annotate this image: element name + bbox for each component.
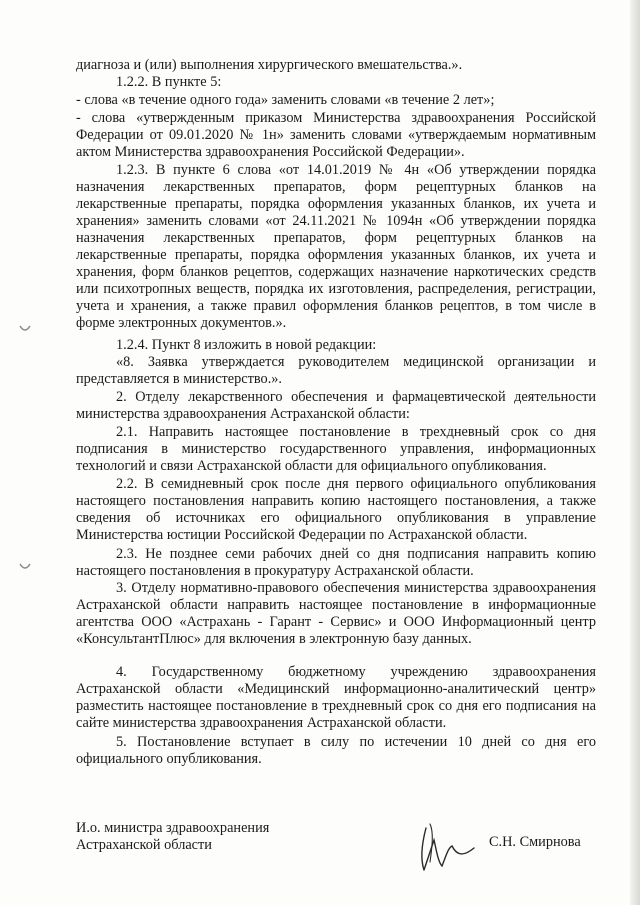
paragraph: - слова «утвержденным приказом Министерства здравоохранения Российской Федерации от 09.01.2020 № 1н» заменить словами «утверждаемым нормативным актом Министерства здравоохранения Российской Федерации».	[76, 110, 596, 160]
paragraph: 3. Отделу нормативно-правового обеспечения министерства здравоохранения Астраханской области направить настоящее постановление в информационные агентства ООО «Астрахань - Гарант - Сервис» и ООО Информационный центр «КонсультантПлюс» для включения в электронную базу данных.	[76, 580, 596, 647]
paragraph: 1.2.2. В пункте 5:	[116, 74, 222, 90]
paragraph: 1.2.4. Пункт 8 изложить в новой редакции:	[116, 337, 377, 353]
paragraph: 2.1. Направить настоящее постановление в трехдневный срок со дня подписания в министерство государственного управления, информационных технологий и связи Астраханской области для официального опубликования.	[76, 424, 596, 474]
paragraph: 5. Постановление вступает в силу по истечении 10 дней со дня его официального опубликования.	[76, 734, 596, 767]
paragraph: 1.2.3. В пункте 6 слова «от 14.01.2019 № 4н «Об утверждении порядка назначения лекарственных препаратов, форм рецептурных бланков на лекарственные препараты, порядка оформления указанных бланков, их учета и хранения» заменить словами «от 24.11.2021 № 1094н «Об утверждении порядка назначения лекарственных препаратов, форм рецептурных бланков на лекарственные препараты, порядка оформления указанных бланков, их учета и хранения, форм бланков рецептов, содержащих назначение наркотических средств или психотропных веществ, порядка их изготовления, распределения, регистрации, учета и хранения, а также правил оформления бланков рецептов, в том числе в форме электронных документов.».	[76, 162, 596, 331]
signatory-name: С.Н. Смирнова	[489, 834, 581, 850]
paragraph: «8. Заявка утверждается руководителем медицинской организации и представляется в министерство.».	[76, 354, 596, 387]
handwritten-signature	[412, 818, 482, 876]
punch-hole-mark	[18, 560, 32, 574]
signatory-title: И.о. министра здравоохранения	[76, 820, 270, 836]
signatory-region: Астраханской области	[76, 837, 212, 853]
punch-hole-mark	[18, 322, 32, 336]
paragraph: 2.2. В семидневный срок после дня первого официального опубликования настоящего постановления направить копию настоящего постановления, а также сведения об источниках его официального опубликования в управление Министерства юстиции Российской Федерации по Астраханской области.	[76, 476, 596, 543]
paragraph: - слова «в течение одного года» заменить словами «в течение 2 лет»;	[76, 92, 495, 108]
paragraph: 2. Отделу лекарственного обеспечения и фармацевтической деятельности министерства здравоохранения Астраханской области:	[76, 389, 596, 422]
paragraph: 4. Государственному бюджетному учреждению здравоохранения Астраханской области «Медицинский информационно-аналитический центр» разместить настоящее постановление в трехдневный срок со дня его подписания на сайте министерства здравоохранения Астраханской области.	[76, 664, 596, 731]
paragraph: диагноза и (или) выполнения хирургического вмешательства.».	[76, 57, 463, 73]
paragraph: 2.3. Не позднее семи рабочих дней со дня подписания направить копию настоящего постановления в прокуратуру Астраханской области.	[76, 546, 596, 579]
scan-edge	[630, 0, 640, 905]
